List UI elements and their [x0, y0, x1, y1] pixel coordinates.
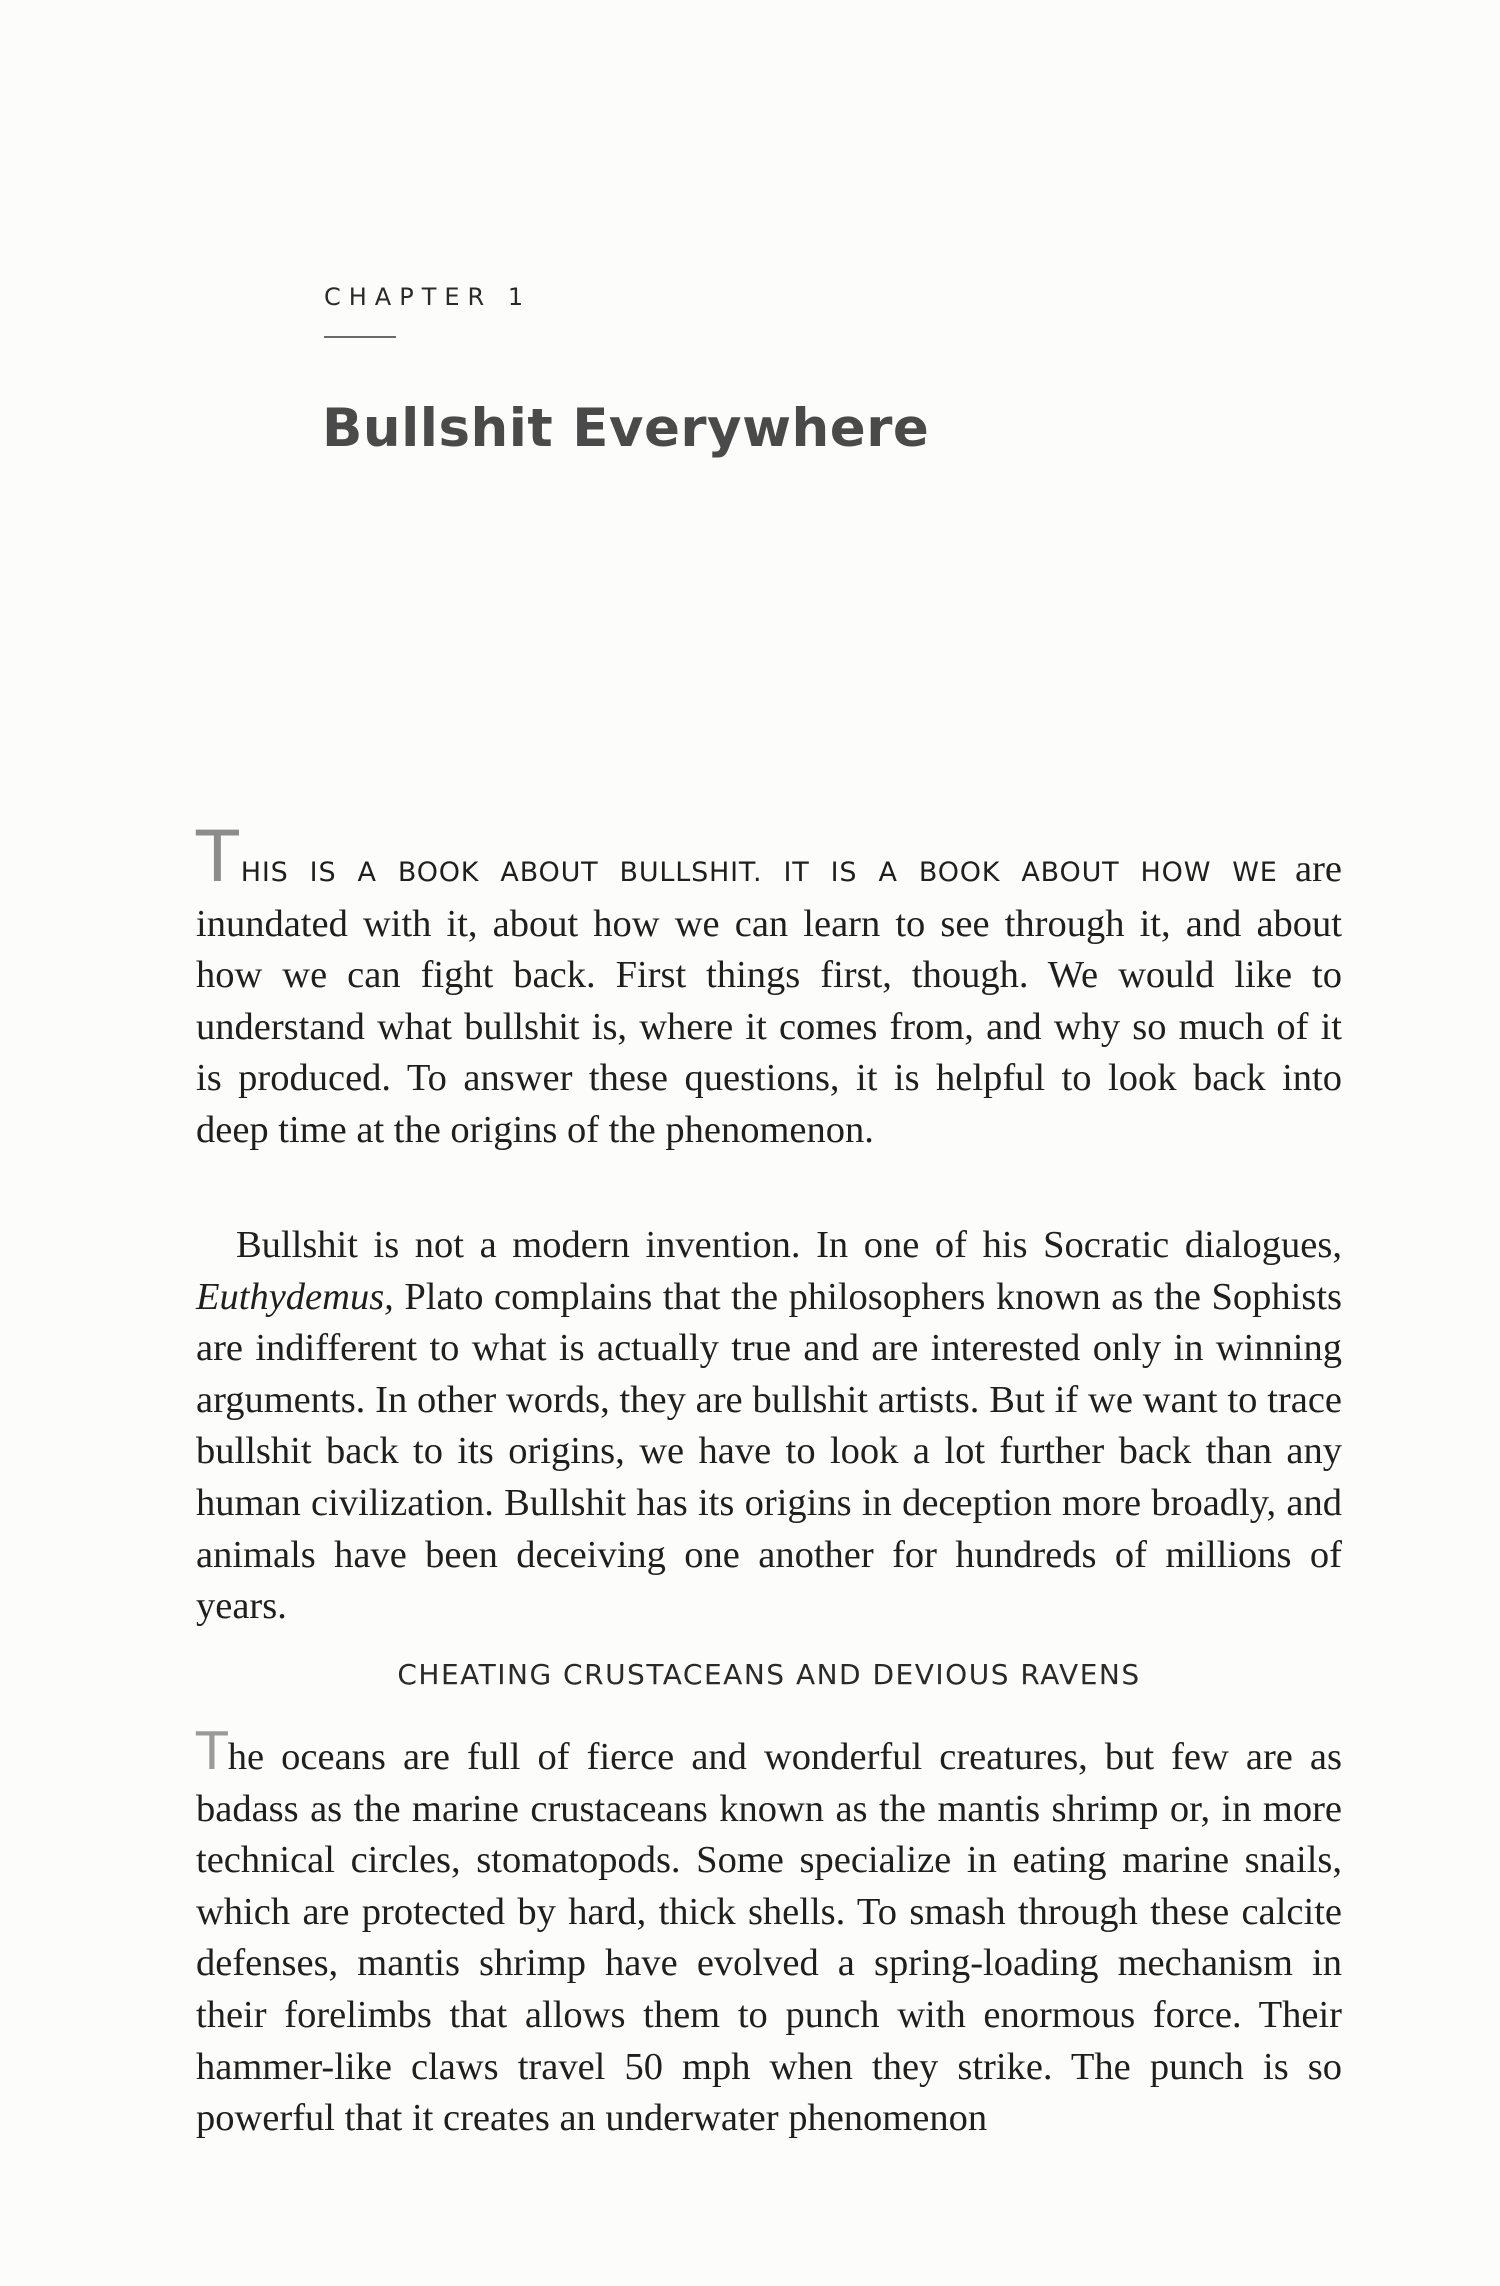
section-drop-cap: T: [196, 1722, 228, 1782]
chapter-label: CHAPTER 1: [324, 283, 532, 311]
paragraph-origins: [196, 1220, 1342, 1633]
section-paragraph: [196, 1722, 1342, 2145]
chapter-title: Bullshit Everywhere: [322, 398, 930, 459]
intro-small-caps-lead: HIS IS A BOOK ABOUT BULLSHIT. IT IS A BOOK ABOUT HOW WE: [240, 857, 1278, 888]
paragraph-origins-text: Plato complains that the philosophers known as the Sophists are indifferent to what is actually true and are interested only in winning arguments. In other words, they are bullshit artists. But if we want to trace bullshit back to its origins, we have to look a lot further back than any human civilization. Bullshit has its origins in deception more broadly, and animals have been deceiving one another for hundreds of millions of years.: [196, 1275, 1342, 1628]
section-heading: CHEATING CRUSTACEANS AND DEVIOUS RAVENS: [397, 1658, 1141, 1691]
book-title-euthydemus: Euthydemus,: [196, 1275, 394, 1318]
chapter-rule-divider: [324, 336, 396, 338]
intro-paragraph-text: are inundated with it, about how we can learn to see through it, and about how we can fight back. First things first, though. We would like to understand what bullshit is, where it comes from, and why so much of it is produced. To answer these questions, it is helpful to look back into deep time at the origins of the phenomenon.: [196, 848, 1343, 1151]
intro-drop-cap: T: [196, 816, 239, 898]
intro-paragraph: [196, 816, 1343, 1157]
paragraph-origins-lead: Bullshit is not a modern invention. In one of his Socratic dialogues,: [236, 1224, 1342, 1266]
section-paragraph-text: he oceans are full of fierce and wonderful creatures, but few are as badass as the marine crustaceans known as the mantis shrimp or, in more technical circles, stomatopods. Some specialize in eating marine snails, which are protected by hard, thick shells. To smash through these calcite defenses, mantis shrimp have evolved a spring-loading mechanism in their forelimbs that allows them to punch with enormous force. Their hammer-like claws travel 50 mph when they strike. The punch is so powerful that it creates an underwater phenomenon: [196, 1736, 1342, 2140]
